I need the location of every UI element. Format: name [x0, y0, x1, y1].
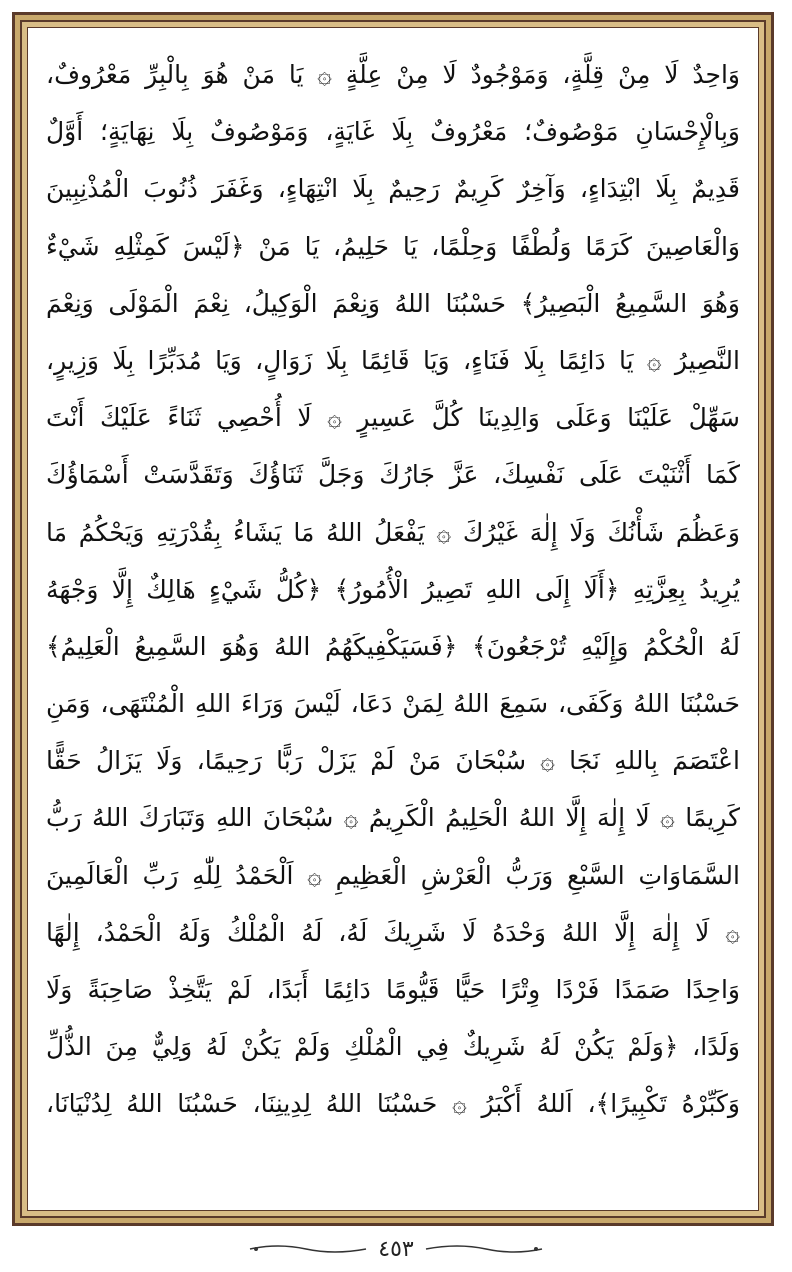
text-line-10: يُرِيدُ بِعِزَّتِهِ ﴿أَلَا إِلَى اللهِ تَصِيرُ الْأُمُورُ﴾ ﴿كُلُّ شَيْءٍ هَالِكٌ إِلَّا وَجْهَهُ: [46, 574, 740, 604]
text-line-12: حَسْبُنَا اللهُ وَكَفَى، سَمِعَ اللهُ لِمَنْ دَعَا، لَيْسَ وَرَاءَ اللهِ الْمُنْتَهَى، وَمَنِ: [46, 689, 740, 719]
left-flourish-icon: [248, 1242, 368, 1256]
text-line-16: ۞ لَا إِلٰهَ إِلَّا اللهُ وَحْدَهُ لَا شَرِيكَ لَهُ، لَهُ الْمُلْكُ وَلَهُ الْحَمْدُ، إِلٰهًا: [46, 917, 740, 947]
text-line-9: وَعَظُمَ شَأْنُكَ وَلَا إِلٰهَ غَيْرُكَ ۞ يَفْعَلُ اللهُ مَا يَشَاءُ بِقُدْرَتِهِ وَيَحْكُمُ مَا: [46, 517, 740, 547]
text-line-17: وَاحِدًا صَمَدًا فَرْدًا وِتْرًا حَيًّا قَيُّومًا دَائِمًا أَبَدًا، لَمْ يَتَّخِذْ صَاحِبَةً وَلَا: [46, 975, 740, 1004]
text-line-11: لَهُ الْحُكْمُ وَإِلَيْهِ تُرْجَعُونَ﴾ ﴿فَسَيَكْفِيكَهُمُ اللهُ وَهُوَ السَّمِيعُ الْعَلِيمُ﴾: [46, 631, 740, 661]
page-border: [12, 12, 774, 1226]
text-line-3: قَدِيمٌ بِلَا ابْتِدَاءٍ، وَآخِرٌ كَرِيمٌ رَحِيمٌ بِلَا انْتِهَاءٍ، وَغَفَرَ ذُنُوبَ الْمُذْنِبِينَ: [46, 174, 740, 204]
text-line-4: وَالْعَاصِينَ كَرَمًا وَلُطْفًا وَحِلْمًا، يَا حَلِيمُ، يَا مَنْ ﴿لَيْسَ كَمِثْلِهِ شَيْءٌ: [46, 231, 740, 261]
text-line-2: وَبِالْإِحْسَانِ مَوْصُوفٌ؛ مَعْرُوفٌ بِلَا غَايَةٍ، وَمَوْصُوفٌ بِلَا نِهَايَةٍ؛ أَوَّلٌ: [46, 117, 740, 147]
text-line-15: السَّمَاوَاتِ السَّبْعِ وَرَبُّ الْعَرْشِ الْعَظِيمِ ۞ اَلْحَمْدُ لِلّٰهِ رَبِّ الْعَالَمِينَ: [46, 860, 740, 890]
page-footer: [0, 1232, 792, 1266]
page-text-area: [27, 27, 759, 1211]
text-line-19: وَكَبِّرْهُ تَكْبِيرًا﴾، اَللهُ أَكْبَرُ ۞ حَسْبُنَا اللهُ لِدِينِنَا، حَسْبُنَا اللهُ لِدُنْيَانَا،: [46, 1089, 740, 1119]
body-text: [46, 46, 740, 1198]
text-line-6: النَّصِيرُ ۞ يَا دَائِمًا بِلَا فَنَاءٍ، وَيَا قَائِمًا بِلَا زَوَالٍ، وَيَا مُدَبِّرًا بِلَا وَزِيرٍ،: [46, 345, 740, 375]
page-number: ٤٥٣: [378, 1236, 414, 1262]
text-line-18: وَلَدًا، ﴿وَلَمْ يَكُنْ لَهُ شَرِيكٌ فِي الْمُلْكِ وَلَمْ يَكُنْ لَهُ وَلِيٌّ مِنَ الذُّلِّ: [46, 1032, 740, 1062]
text-line-7: سَهِّلْ عَلَيْنَا وَعَلَى وَالِدِينَا كُلَّ عَسِيرٍ ۞ لَا أُحْصِي ثَنَاءً عَلَيْكَ أَنْتَ: [46, 403, 740, 433]
text-line-14: كَرِيمًا ۞ لَا إِلٰهَ إِلَّا اللهُ الْحَلِيمُ الْكَرِيمُ ۞ سُبْحَانَ اللهِ وَتَبَارَكَ اللهُ رَبُّ: [46, 803, 740, 833]
right-flourish-icon: [424, 1242, 544, 1256]
text-line-1: وَاحِدٌ لَا مِنْ قِلَّةٍ، وَمَوْجُودٌ لَا مِنْ عِلَّةٍ ۞ يَا مَنْ هُوَ بِالْبِرِّ مَعْرُوفٌ،: [46, 60, 740, 89]
page-border-middle: [20, 20, 766, 1218]
text-line-13: اعْتَصَمَ بِاللهِ نَجَا ۞ سُبْحَانَ مَنْ لَمْ يَزَلْ رَبًّا رَحِيمًا، وَلَا يَزَالُ حَقًّا: [46, 746, 740, 776]
text-line-5: وَهُوَ السَّمِيعُ الْبَصِيرُ﴾ حَسْبُنَا اللهُ وَنِعْمَ الْوَكِيلُ، نِعْمَ الْمَوْلَى وَنِعْمَ: [46, 288, 740, 318]
text-line-8: كَمَا أَثْنَيْتَ عَلَى نَفْسِكَ، عَزَّ جَارُكَ وَجَلَّ ثَنَاؤُكَ وَتَقَدَّسَتْ أَسْمَاؤُكَ: [46, 460, 740, 490]
